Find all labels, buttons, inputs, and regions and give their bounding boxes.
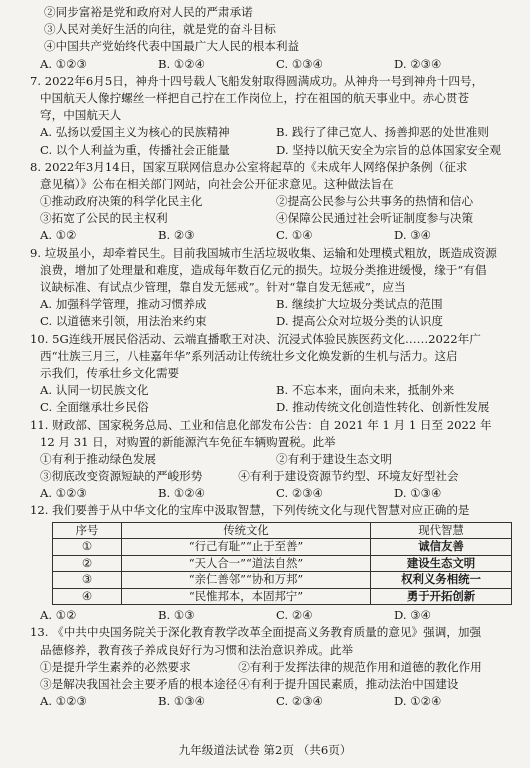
option-c: C. ①④ bbox=[276, 228, 313, 243]
table-row bbox=[53, 572, 512, 589]
table-row bbox=[53, 539, 512, 556]
option-b: B. 践行了律己宽人、扬善抑恶的处世准则 bbox=[276, 125, 489, 140]
question-8-stem: 意见稿）》公布在相关部门网站，向社会公开征求意见。这种做法旨在 bbox=[40, 176, 394, 191]
question-10-stem: 西“壮族三月三，八桂嘉年华”系列活动让传统壮乡文化焕发新的生机与活力。这启 bbox=[40, 348, 458, 363]
column-header: 序号 bbox=[53, 522, 122, 539]
option-b: B. ②③ bbox=[158, 228, 195, 243]
option-b: B. ①③ bbox=[158, 608, 195, 623]
option-b: B. 继续扩大垃圾分类试点的范围 bbox=[276, 297, 443, 312]
option-d: D. 坚持以航天安全为宗旨的总体国家安全观 bbox=[276, 142, 501, 157]
statement-2: ②有利于建设生态文明 bbox=[276, 451, 392, 466]
option-a: A. ①②③ bbox=[40, 56, 87, 71]
question-7-stem: 7. 2022年6月5日，神舟十四号载人飞船发射取得圆满成功。从神舟一号到神舟十四号， bbox=[30, 73, 484, 88]
traditional-culture: “民惟邦本，本固邦宁” bbox=[122, 588, 371, 605]
column-header: 传统文化 bbox=[122, 522, 371, 539]
statements-row bbox=[40, 468, 512, 485]
row-number: ② bbox=[53, 555, 122, 572]
column-header: 现代智慧 bbox=[371, 522, 512, 539]
question-10-stem: 示我们，传承壮乡文化需要 bbox=[40, 365, 180, 380]
culture-table bbox=[52, 522, 512, 606]
option-c: C. 以道德来引领，用法治来约束 bbox=[40, 314, 207, 329]
item-line: ②同步富裕是党和政府对人民的严肃承诺 bbox=[44, 5, 253, 19]
modern-wisdom: 诚信友善 bbox=[371, 539, 512, 556]
option-d: D. ③④ bbox=[394, 608, 432, 623]
option-b: B. 不忘本来，面向未来，抵制外来 bbox=[276, 383, 455, 398]
statement-2: ②有利于发挥法律的规范作用和道德的教化作用 bbox=[238, 659, 482, 674]
options-row bbox=[40, 56, 512, 73]
statements-row bbox=[40, 210, 512, 227]
statements-row bbox=[40, 676, 512, 693]
options-row bbox=[40, 693, 512, 710]
option-c: C. ②③④ bbox=[276, 694, 324, 709]
option-d: D. ②③④ bbox=[394, 56, 442, 71]
question-9-stem: 9. 垃圾虽小，却牵着民生。目前我国城市生活垃圾收集、运输和处理模式粗放，既造成资源 bbox=[30, 245, 497, 260]
row-number: ① bbox=[53, 539, 122, 556]
statement-2: ②提高公民参与公共事务的热情和信心 bbox=[276, 194, 474, 209]
question-13-stem: 品德修养，教育孩子养成良好行为习惯和法治意识养成。此举 bbox=[40, 642, 354, 657]
option-d: D. ①③④ bbox=[394, 486, 442, 501]
modern-wisdom: 勇于开拓创新 bbox=[371, 588, 512, 605]
option-a: A. ①②③ bbox=[40, 486, 87, 501]
statement-3: ③拓宽了公民的民主权利 bbox=[40, 211, 168, 226]
table-row bbox=[53, 555, 512, 572]
option-c: C. ②④ bbox=[276, 608, 313, 623]
question-11-stem: 12 月 31 日，对购置的新能源汽车免征车辆购置税。此举 bbox=[40, 434, 336, 449]
option-c: C. 以个人利益为重，传播社会正能量 bbox=[40, 142, 230, 157]
statement-4: ④有利于提升国民素质，推动法治中国建设 bbox=[238, 676, 459, 691]
modern-wisdom: 权利义务相统一 bbox=[371, 572, 512, 589]
statement-1: ①推动政府决策的科学化民主化 bbox=[40, 194, 203, 209]
option-b: B. ①②④ bbox=[158, 486, 206, 501]
question-11-stem: 11. 财政部、国家税务总局、工业和信息化部发布公告：自 2021 年 1 月 1 日至 2022 年 bbox=[30, 417, 492, 432]
statement-3: ③是解决我国社会主要矛盾的根本途径 bbox=[40, 676, 238, 691]
modern-wisdom: 建设生态文明 bbox=[371, 555, 512, 572]
traditional-culture: “行己有耻”“止于至善” bbox=[122, 539, 371, 556]
row-number: ④ bbox=[53, 588, 122, 605]
question-7-stem: 穹，中国航天人 bbox=[40, 108, 122, 123]
statement-1: ①是提升学生素养的必然要求 bbox=[40, 659, 191, 674]
options-row bbox=[40, 227, 512, 244]
statements-row bbox=[40, 451, 512, 468]
table-row bbox=[53, 588, 512, 605]
option-b: B. ①③④ bbox=[158, 694, 206, 709]
statements-row bbox=[40, 193, 512, 210]
option-c: C. 全面继承壮乡民俗 bbox=[40, 400, 149, 415]
question-12-stem: 12. 我们要善于从中华文化的宝库中汲取智慧，下列传统文化与现代智慧对应正确的是 bbox=[30, 503, 470, 518]
statement-3: ③彻底改变资源短缺的严峻形势 bbox=[40, 469, 203, 484]
item-line: ④中国共产党始终代表中国最广大人民的根本利益 bbox=[44, 39, 300, 54]
option-a: A. 加强科学管理，推动习惯养成 bbox=[40, 297, 207, 312]
option-a: A. ①②③ bbox=[40, 694, 87, 709]
item-line: ③人民对美好生活的向往，就是党的奋斗目标 bbox=[44, 22, 276, 37]
option-a: A. ①② bbox=[40, 608, 77, 623]
option-d: D. 推动传统文化创造性转化、创新性发展 bbox=[276, 400, 490, 415]
page-footer: 九年级道法试卷 第2页 （共6页） bbox=[178, 743, 352, 757]
options-row bbox=[40, 382, 512, 399]
option-c: C. ②③④ bbox=[276, 486, 324, 501]
options-row bbox=[40, 142, 512, 159]
options-row bbox=[40, 296, 512, 313]
option-c: C. ①③④ bbox=[276, 56, 324, 71]
traditional-culture: “亲仁善邻”“协和万邦” bbox=[122, 572, 371, 589]
statement-1: ①有利于推动绿色发展 bbox=[40, 451, 156, 466]
question-10-stem: 10. 5G连线开展民俗活动、云端直播歌王对决、沉浸式体验民族医药文化……2022年广 bbox=[30, 331, 481, 346]
traditional-culture: “天人合一”“道法自然” bbox=[122, 555, 371, 572]
question-9-stem: 浪费，增加了处理量和难度，造成每年数百亿元的损失。垃圾分类推进缓慢，缘于“有倡 bbox=[40, 262, 487, 277]
option-b: B. ①②④ bbox=[158, 56, 206, 71]
statements-row bbox=[40, 659, 512, 676]
question-9-stem: 议缺标准、有试点少管理，靠自发无惩戒”。针对“靠自发无惩戒”，应当 bbox=[40, 280, 406, 294]
option-a: A. 认同一切民族文化 bbox=[40, 383, 149, 398]
options-row bbox=[40, 485, 512, 502]
statement-4: ④保障公民通过社会听证制度参与决策 bbox=[276, 211, 474, 226]
question-13-stem: 13. 《中共中央国务院关于深化教育教学改革全面提高义务教育质量的意见》强调，加强 bbox=[30, 625, 482, 640]
option-a: A. ①② bbox=[40, 228, 77, 243]
options-row bbox=[40, 313, 512, 330]
question-8-stem: 8. 2022年3月14日，国家互联网信息办公室将起草的《未成年人网络保护条例（征求 bbox=[30, 159, 468, 174]
option-d: D. ①②④ bbox=[394, 694, 442, 709]
option-a: A. 弘扬以爱国主义为核心的民族精神 bbox=[40, 125, 230, 140]
row-number: ③ bbox=[53, 572, 122, 589]
options-row bbox=[40, 399, 512, 416]
option-d: D. ③④ bbox=[394, 228, 432, 243]
option-d: D. 提高公众对垃圾分类的认识度 bbox=[276, 314, 443, 329]
statement-4: ④有利于建设资源节约型、环境友好型社会 bbox=[238, 469, 459, 484]
options-row bbox=[40, 124, 512, 141]
question-7-stem: 中国航天人像拧螺丝一样把自己拧在工作岗位上，拧在祖国的航天事业中。赤心贯苍 bbox=[40, 90, 469, 105]
options-row bbox=[40, 607, 512, 624]
table-header-row bbox=[53, 522, 512, 539]
